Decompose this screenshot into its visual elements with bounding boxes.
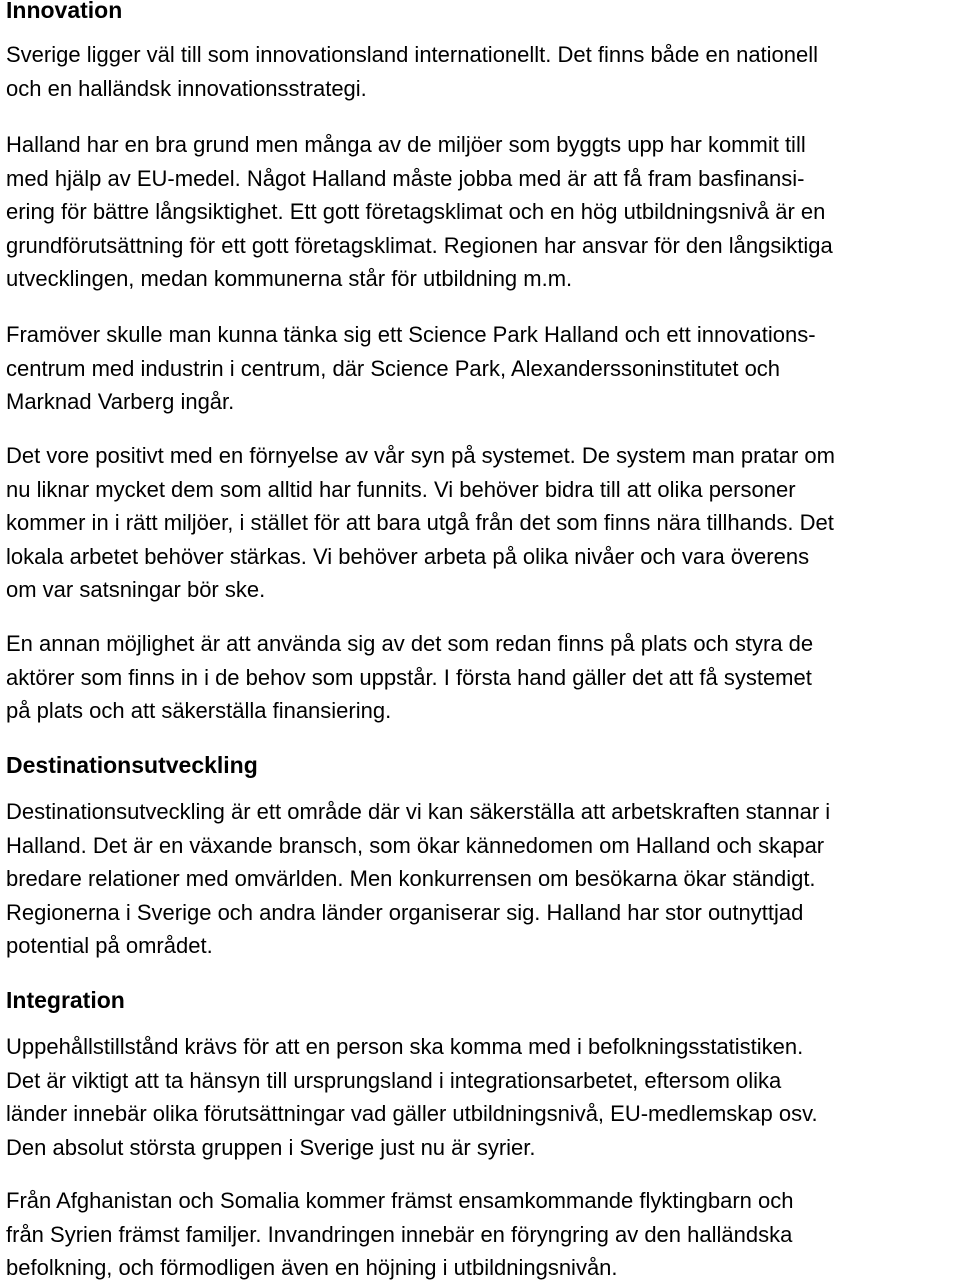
- paragraph-destinationsutveckling-1: [6, 795, 958, 963]
- paragraph-integration-1: [6, 1030, 958, 1164]
- text-line: aktörer som finns in i de behov som uppstår. I första hand gäller det att få systemet: [6, 664, 812, 690]
- text-line: Sverige ligger väl till som innovationsland internationellt. Det finns både en nationell: [6, 42, 819, 67]
- text-line: ering för bättre långsiktighet. Ett gott företagsklimat och en hög utbildningsnivå är en: [6, 199, 826, 225]
- section-heading-integration: Integration: [6, 987, 125, 1013]
- text-line: med hjälp av EU-medel. Något Halland måste jobba med är att få fram basfinansi-: [6, 165, 805, 191]
- paragraph-innovation-5: [6, 627, 958, 728]
- text-line: centrum med industrin i centrum, där Science Park, Alexanderssoninstitutet och: [6, 355, 781, 381]
- text-line: potential på området.: [6, 933, 213, 959]
- text-line: om var satsningar bör ske.: [6, 577, 266, 603]
- text-line: Det är viktigt att ta hänsyn till ursprungsland i integrationsarbetet, eftersom olika: [6, 1067, 782, 1093]
- paragraph-innovation-4: [6, 439, 958, 607]
- text-line: Destinationsutveckling är ett område där vi kan säkerställa att arbetskraften stannar i: [6, 799, 831, 824]
- text-line: Det vore positivt med en förnyelse av vår syn på systemet. De system man pratar om: [6, 443, 835, 468]
- text-line: bredare relationer med omvärlden. Men konkurrensen om besökarna ökar ständigt.: [6, 866, 816, 892]
- text-line: befolkning, och förmodligen även en höjning i utbildningsnivån.: [6, 1255, 618, 1281]
- text-line: kommer in i rätt miljöer, i stället för att bara utgå från det som finns nära tillhands. Det: [6, 510, 834, 536]
- text-line: från Syrien främst familjer. Invandringen innebär en föryngring av den halländska: [6, 1221, 793, 1247]
- text-line: Den absolut största gruppen i Sverige just nu är syrier.: [6, 1134, 536, 1160]
- text-line: nu liknar mycket dem som alltid har funnits. Vi behöver bidra till att olika personer: [6, 476, 796, 502]
- text-line: Framöver skulle man kunna tänka sig ett Science Park Halland och ett innovations-: [6, 322, 816, 347]
- section-heading-innovation: Innovation: [6, 0, 123, 23]
- text-line: lokala arbetet behöver stärkas. Vi behöver arbeta på olika nivåer och vara överens: [6, 543, 810, 569]
- text-line: Halland. Det är en växande bransch, som ökar kännedomen om Halland och skapar: [6, 832, 825, 858]
- text-line: och en halländsk innovationsstrategi.: [6, 75, 367, 101]
- text-line: på plats och att säkerställa finansiering.: [6, 698, 392, 724]
- paragraph-integration-2: [6, 1184, 958, 1285]
- text-line: utvecklingen, medan kommunerna står för utbildning m.m.: [6, 266, 573, 292]
- paragraph-innovation-1: [6, 38, 958, 105]
- section-heading-destinationsutveckling: Destinationsutveckling: [6, 752, 258, 778]
- text-line: Uppehållstillstånd krävs för att en person ska komma med i befolkningsstatistiken.: [6, 1034, 804, 1059]
- text-line: Halland har en bra grund men många av de miljöer som byggts upp har kommit till: [6, 132, 806, 157]
- text-line: Från Afghanistan och Somalia kommer främst ensamkommande flyktingbarn och: [6, 1188, 794, 1213]
- paragraph-innovation-3: [6, 318, 958, 419]
- text-line: Regionerna i Sverige och andra länder organiserar sig. Halland har stor outnyttjad: [6, 899, 804, 925]
- text-line: En annan möjlighet är att använda sig av det som redan finns på plats och styra de: [6, 631, 814, 656]
- text-line: länder innebär olika förutsättningar vad gäller utbildningsnivå, EU-medlemskap osv.: [6, 1101, 818, 1127]
- text-line: Marknad Varberg ingår.: [6, 389, 235, 415]
- text-line: grundförutsättning för ett gott företagsklimat. Regionen har ansvar för den långsiktiga: [6, 232, 833, 258]
- paragraph-innovation-2: [6, 128, 958, 296]
